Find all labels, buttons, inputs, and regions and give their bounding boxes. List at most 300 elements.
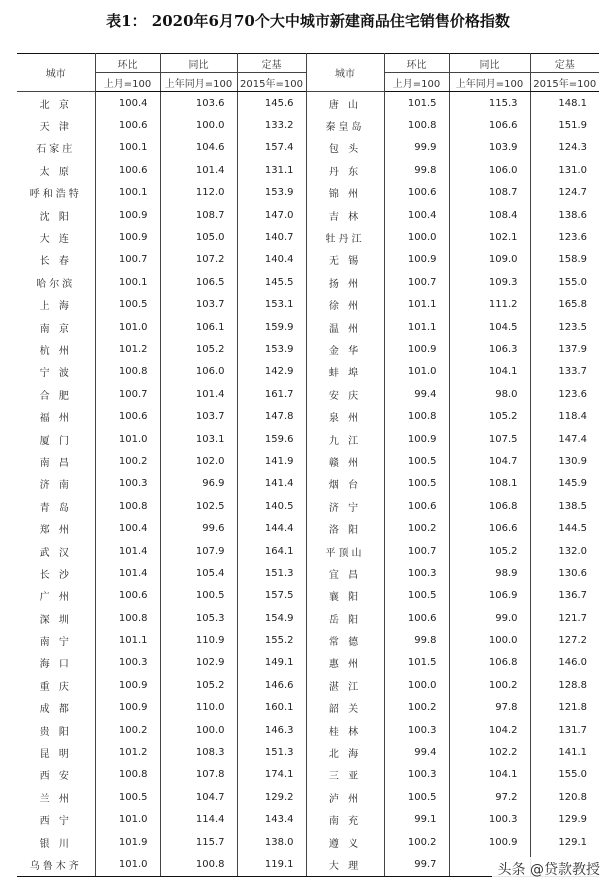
- left-yoy-cell: 107.9: [160, 540, 237, 562]
- table-row: [17, 159, 599, 181]
- right-yoy-cell: 103.9: [449, 137, 530, 159]
- table-row: [17, 294, 599, 316]
- right-yoy-cell: 106.9: [449, 585, 530, 607]
- left-city-cell: 石家庄: [17, 137, 95, 159]
- left-base-cell: 157.4: [237, 137, 306, 159]
- right-mom-cell: 100.5: [384, 786, 449, 808]
- left-city-cell: 上 海: [17, 294, 95, 316]
- table-row: [17, 428, 599, 450]
- table-row: [17, 629, 599, 651]
- right-yoy-cell: 105.2: [449, 405, 530, 427]
- right-mom-cell: 99.7: [384, 853, 449, 876]
- table-row: [17, 405, 599, 427]
- left-base-cell: 157.5: [237, 585, 306, 607]
- table-title: 表1： 2020年6月70个大中城市新建商品住宅销售价格指数: [106, 12, 510, 30]
- right-mom-cell: 100.0: [384, 226, 449, 248]
- table-row: [17, 226, 599, 248]
- table-row: [17, 271, 599, 293]
- right-yoy-cell: 107.5: [449, 428, 530, 450]
- right-mom-cell: 100.7: [384, 540, 449, 562]
- left-base-cell: 133.2: [237, 114, 306, 136]
- right-base-cell: 127.2: [558, 635, 587, 647]
- right-city-cell: 吉 林: [306, 204, 384, 226]
- right-mom-cell: 100.3: [384, 719, 449, 741]
- left-yoy-cell: 101.4: [160, 383, 237, 405]
- right-mom-cell: 99.8: [384, 629, 449, 651]
- right-base-cell: 155.0: [558, 769, 587, 781]
- left-yoy-cell: 110.0: [160, 697, 237, 719]
- table-row: [17, 786, 599, 808]
- left-city-cell: 厦 门: [17, 428, 95, 450]
- left-mom-cell: 100.7: [95, 249, 160, 271]
- left-mom-cell: 100.8: [95, 495, 160, 517]
- left-city-cell: 南 昌: [17, 450, 95, 472]
- table-row: [17, 361, 599, 383]
- right-mom-cell: 100.2: [384, 697, 449, 719]
- table-row: [17, 764, 599, 786]
- left-mom-cell: 100.3: [95, 473, 160, 495]
- right-base-cell: 151.9: [558, 120, 587, 132]
- right-base-cell: 138.6: [558, 209, 587, 221]
- right-mom-cell: 101.1: [384, 316, 449, 338]
- table-row: [17, 674, 599, 696]
- right-yoy-cell: 111.2: [449, 294, 530, 316]
- left-yoy-cell: 103.6: [160, 92, 237, 115]
- left-mom-cell: 100.6: [95, 405, 160, 427]
- left-base-cell: 131.1: [237, 159, 306, 181]
- right-yoy-cell: 100.2: [449, 674, 530, 696]
- right-base-cell: 120.8: [558, 791, 587, 803]
- right-city-cell: 包 头: [306, 137, 384, 159]
- table-row: [17, 607, 599, 629]
- right-yoy-cell: 102.2: [449, 741, 530, 763]
- right-base-cell: 129.9: [558, 814, 587, 826]
- left-city-cell: 福 州: [17, 405, 95, 427]
- right-yoy-cell: 100.9: [449, 831, 530, 853]
- left-city-cell: 长 沙: [17, 562, 95, 584]
- right-mom-cell: 100.8: [384, 405, 449, 427]
- right-yoy-cell: 100.3: [449, 809, 530, 831]
- left-base-cell: 147.8: [237, 405, 306, 427]
- left-yoy-cell: 103.1: [160, 428, 237, 450]
- right-mom-cell: 100.6: [384, 182, 449, 204]
- right-mom-cell: 100.0: [384, 674, 449, 696]
- left-base-cell: 174.1: [237, 764, 306, 786]
- right-yoy-cell: 115.3: [449, 92, 530, 115]
- yoy-subheader-left: 上年同月=100: [160, 73, 237, 92]
- base-subheader-right: 2015年=100: [530, 73, 599, 92]
- left-yoy-cell: 108.3: [160, 741, 237, 763]
- right-city-cell: 锦 州: [306, 182, 384, 204]
- left-mom-cell: 100.6: [95, 585, 160, 607]
- left-mom-cell: 101.0: [95, 853, 160, 876]
- left-mom-cell: 101.4: [95, 562, 160, 584]
- left-base-cell: 147.0: [237, 204, 306, 226]
- right-mom-cell: 100.5: [384, 450, 449, 472]
- right-city-cell: 洛 阳: [306, 517, 384, 539]
- left-base-cell: 138.0: [237, 831, 306, 853]
- left-mom-cell: 101.0: [95, 809, 160, 831]
- watermark: 头条 @贷款教授: [492, 857, 606, 881]
- table-row: [17, 383, 599, 405]
- right-city-cell: 北 海: [306, 741, 384, 763]
- left-city-cell: 杭 州: [17, 338, 95, 360]
- table-row: [17, 562, 599, 584]
- left-yoy-cell: 100.5: [160, 585, 237, 607]
- right-yoy-cell: 100.0: [449, 629, 530, 651]
- left-mom-cell: 100.6: [95, 114, 160, 136]
- left-mom-cell: 100.4: [95, 92, 160, 115]
- left-city-cell: 北 京: [17, 92, 95, 115]
- right-city-cell: 泉 州: [306, 405, 384, 427]
- table-row: [17, 182, 599, 204]
- left-city-cell: 合 肥: [17, 383, 95, 405]
- left-city-cell: 宁 波: [17, 361, 95, 383]
- left-mom-cell: 100.7: [95, 383, 160, 405]
- right-base-cell: 121.8: [558, 702, 587, 714]
- right-city-cell: 遵 义: [306, 831, 384, 853]
- right-yoy-cell: 105.2: [449, 540, 530, 562]
- left-city-cell: 青 岛: [17, 495, 95, 517]
- left-mom-cell: 100.6: [95, 159, 160, 181]
- left-yoy-cell: 110.9: [160, 629, 237, 651]
- left-mom-cell: 100.4: [95, 517, 160, 539]
- left-mom-cell: 100.8: [95, 764, 160, 786]
- right-base-cell: 146.0: [558, 657, 587, 669]
- left-mom-cell: 100.9: [95, 697, 160, 719]
- right-base-cell: 148.1: [558, 97, 587, 109]
- left-yoy-cell: 106.0: [160, 361, 237, 383]
- left-yoy-cell: 102.5: [160, 495, 237, 517]
- right-city-cell: 牡丹江: [306, 226, 384, 248]
- table-row: [17, 809, 599, 831]
- right-yoy-cell: 98.0: [449, 383, 530, 405]
- right-base-cell: 131.7: [558, 724, 587, 736]
- right-city-cell: 唐 山: [306, 92, 384, 115]
- right-yoy-cell: 104.2: [449, 719, 530, 741]
- left-yoy-cell: 114.4: [160, 809, 237, 831]
- right-mom-cell: 100.6: [384, 495, 449, 517]
- table-row: [17, 540, 599, 562]
- right-base-cell: 137.9: [558, 343, 587, 355]
- left-base-cell: 119.1: [237, 853, 306, 876]
- right-yoy-cell: 99.0: [449, 607, 530, 629]
- left-city-cell: 西 安: [17, 764, 95, 786]
- yoy-header-right: 同比: [449, 54, 530, 73]
- left-base-cell: 153.9: [237, 338, 306, 360]
- left-city-cell: 乌鲁木齐: [17, 853, 95, 876]
- left-base-cell: 146.6: [237, 674, 306, 696]
- left-mom-cell: 101.0: [95, 316, 160, 338]
- right-yoy-cell: 106.6: [449, 517, 530, 539]
- right-mom-cell: 101.1: [384, 294, 449, 316]
- table-row: [17, 652, 599, 674]
- left-yoy-cell: 104.6: [160, 137, 237, 159]
- right-yoy-cell: 109.3: [449, 271, 530, 293]
- right-mom-cell: 99.9: [384, 137, 449, 159]
- right-base-cell: 123.6: [558, 388, 587, 400]
- right-city-cell: 金 华: [306, 338, 384, 360]
- left-city-cell: 郑 州: [17, 517, 95, 539]
- right-base-cell: 158.9: [558, 254, 587, 266]
- left-base-cell: 161.7: [237, 383, 306, 405]
- mom-header-left: 环比: [95, 54, 160, 73]
- base-header-right: 定基: [530, 54, 599, 73]
- right-yoy-cell: 108.1: [449, 473, 530, 495]
- left-city-cell: 深 圳: [17, 607, 95, 629]
- left-mom-cell: 100.5: [95, 294, 160, 316]
- left-yoy-cell: 105.2: [160, 338, 237, 360]
- left-city-cell: 南 京: [17, 316, 95, 338]
- left-yoy-cell: 115.7: [160, 831, 237, 853]
- table-row: [17, 338, 599, 360]
- left-yoy-cell: 105.0: [160, 226, 237, 248]
- left-mom-cell: 101.2: [95, 338, 160, 360]
- right-yoy-cell: 106.0: [449, 159, 530, 181]
- left-base-cell: 144.4: [237, 517, 306, 539]
- left-yoy-cell: 99.6: [160, 517, 237, 539]
- right-yoy-cell: 109.0: [449, 249, 530, 271]
- left-yoy-cell: 103.7: [160, 405, 237, 427]
- left-yoy-cell: 105.2: [160, 674, 237, 696]
- right-base-cell: 118.4: [558, 411, 587, 423]
- left-base-cell: 129.2: [237, 786, 306, 808]
- left-base-cell: 141.9: [237, 450, 306, 472]
- left-city-cell: 海 口: [17, 652, 95, 674]
- right-mom-cell: 101.5: [384, 652, 449, 674]
- table-row: [17, 249, 599, 271]
- left-mom-cell: 101.4: [95, 540, 160, 562]
- left-base-cell: 142.9: [237, 361, 306, 383]
- left-mom-cell: 100.9: [95, 226, 160, 248]
- left-mom-cell: 100.9: [95, 674, 160, 696]
- right-yoy-cell: 106.8: [449, 495, 530, 517]
- left-city-cell: 长 春: [17, 249, 95, 271]
- right-city-cell: 惠 州: [306, 652, 384, 674]
- left-yoy-cell: 100.0: [160, 719, 237, 741]
- right-city-cell: 襄 阳: [306, 585, 384, 607]
- right-city-cell: 常 德: [306, 629, 384, 651]
- left-city-cell: 大 连: [17, 226, 95, 248]
- right-mom-cell: 99.1: [384, 809, 449, 831]
- right-mom-cell: 100.9: [384, 338, 449, 360]
- right-base-cell: 123.6: [558, 232, 587, 244]
- left-city-cell: 兰 州: [17, 786, 95, 808]
- right-yoy-cell: 97.2: [449, 786, 530, 808]
- right-base-cell: 123.5: [558, 321, 587, 333]
- right-city-cell: 宜 昌: [306, 562, 384, 584]
- right-mom-cell: 100.3: [384, 562, 449, 584]
- right-yoy-cell: 104.1: [449, 764, 530, 786]
- header-row-top: [17, 54, 599, 73]
- right-yoy-cell: 102.1: [449, 226, 530, 248]
- right-city-cell: 温 州: [306, 316, 384, 338]
- right-base-cell: 147.4: [558, 433, 587, 445]
- mom-header-right: 环比: [384, 54, 449, 73]
- right-base-cell: 165.8: [558, 299, 587, 311]
- right-yoy-cell: 106.8: [449, 652, 530, 674]
- left-base-cell: 151.3: [237, 741, 306, 763]
- left-city-cell: 呼和浩特: [17, 182, 95, 204]
- left-mom-cell: 101.2: [95, 741, 160, 763]
- left-yoy-cell: 107.8: [160, 764, 237, 786]
- left-mom-cell: 100.8: [95, 361, 160, 383]
- left-mom-cell: 100.9: [95, 204, 160, 226]
- left-mom-cell: 100.1: [95, 182, 160, 204]
- right-base-cell: 121.7: [558, 612, 587, 624]
- left-base-cell: 159.6: [237, 428, 306, 450]
- yoy-subheader-right: 上年同月=100: [449, 73, 530, 92]
- left-mom-cell: 100.1: [95, 137, 160, 159]
- table-row: [17, 316, 599, 338]
- right-yoy-cell: 106.3: [449, 338, 530, 360]
- right-mom-cell: 100.5: [384, 585, 449, 607]
- left-mom-cell: 101.9: [95, 831, 160, 853]
- left-yoy-cell: 105.3: [160, 607, 237, 629]
- table-row: [17, 831, 599, 853]
- left-base-cell: 145.6: [237, 92, 306, 115]
- right-city-cell: 赣 州: [306, 450, 384, 472]
- left-yoy-cell: 106.1: [160, 316, 237, 338]
- left-base-cell: 155.2: [237, 629, 306, 651]
- city-header-left: 城市: [17, 54, 95, 92]
- left-city-cell: 天 津: [17, 114, 95, 136]
- left-yoy-cell: 102.9: [160, 652, 237, 674]
- left-city-cell: 重 庆: [17, 674, 95, 696]
- right-city-cell: 岳 阳: [306, 607, 384, 629]
- left-yoy-cell: 96.9: [160, 473, 237, 495]
- right-city-cell: 大 理: [306, 853, 384, 876]
- left-base-cell: 164.1: [237, 540, 306, 562]
- left-yoy-cell: 100.8: [160, 853, 237, 876]
- left-yoy-cell: 103.7: [160, 294, 237, 316]
- base-subheader-left: 2015年=100: [237, 73, 306, 92]
- left-mom-cell: 101.0: [95, 428, 160, 450]
- right-base-cell: 130.6: [558, 567, 587, 579]
- left-yoy-cell: 100.0: [160, 114, 237, 136]
- left-mom-cell: 100.1: [95, 271, 160, 293]
- right-base-cell: 144.5: [558, 523, 587, 535]
- left-city-cell: 济 南: [17, 473, 95, 495]
- right-mom-cell: 100.5: [384, 473, 449, 495]
- left-city-cell: 成 都: [17, 697, 95, 719]
- right-base-cell: 132.0: [558, 545, 587, 557]
- right-yoy-cell: 98.9: [449, 562, 530, 584]
- left-city-cell: 昆 明: [17, 741, 95, 763]
- right-base-cell: 136.7: [558, 590, 587, 602]
- left-city-cell: 哈尔滨: [17, 271, 95, 293]
- right-city-cell: 湛 江: [306, 674, 384, 696]
- right-city-cell: 泸 州: [306, 786, 384, 808]
- left-city-cell: 南 宁: [17, 629, 95, 651]
- right-city-cell: 烟 台: [306, 473, 384, 495]
- left-base-cell: 149.1: [237, 652, 306, 674]
- right-mom-cell: 100.8: [384, 114, 449, 136]
- right-base-cell: 138.5: [558, 500, 587, 512]
- right-city-cell: 无 锡: [306, 249, 384, 271]
- table-row: [17, 473, 599, 495]
- left-base-cell: 153.9: [237, 182, 306, 204]
- right-yoy-cell: 108.4: [449, 204, 530, 226]
- table-row: [17, 204, 599, 226]
- left-yoy-cell: 104.7: [160, 786, 237, 808]
- table-row: [17, 450, 599, 472]
- mom-subheader-right: 上月=100: [384, 73, 449, 92]
- table-row: [17, 697, 599, 719]
- right-mom-cell: 100.6: [384, 607, 449, 629]
- price-index-table: [17, 53, 599, 877]
- right-base-cell: 130.9: [558, 455, 587, 467]
- right-mom-cell: 99.8: [384, 159, 449, 181]
- right-base-cell: 155.0: [558, 276, 587, 288]
- left-base-cell: 146.3: [237, 719, 306, 741]
- right-yoy-cell: 104.1: [449, 361, 530, 383]
- right-city-cell: 韶 关: [306, 697, 384, 719]
- right-base-cell: 141.1: [558, 747, 587, 759]
- right-city-cell: 丹 东: [306, 159, 384, 181]
- right-mom-cell: 100.2: [384, 517, 449, 539]
- right-city-cell: 徐 州: [306, 294, 384, 316]
- city-header-right: 城市: [306, 54, 384, 92]
- right-city-cell: 三 亚: [306, 764, 384, 786]
- left-mom-cell: 100.8: [95, 607, 160, 629]
- right-mom-cell: 99.4: [384, 741, 449, 763]
- left-mom-cell: 100.2: [95, 450, 160, 472]
- left-base-cell: 153.1: [237, 294, 306, 316]
- left-base-cell: 145.5: [237, 271, 306, 293]
- left-yoy-cell: 101.4: [160, 159, 237, 181]
- right-mom-cell: 101.5: [384, 92, 449, 115]
- right-base-cell: 133.7: [558, 366, 587, 378]
- left-yoy-cell: 102.0: [160, 450, 237, 472]
- right-mom-cell: 100.7: [384, 271, 449, 293]
- left-mom-cell: 101.1: [95, 629, 160, 651]
- left-yoy-cell: 106.5: [160, 271, 237, 293]
- right-yoy-cell: 104.7: [449, 450, 530, 472]
- table-row: [17, 92, 599, 115]
- table-row: [17, 137, 599, 159]
- left-city-cell: 太 原: [17, 159, 95, 181]
- left-mom-cell: 100.3: [95, 652, 160, 674]
- left-base-cell: 143.4: [237, 809, 306, 831]
- right-city-cell: 蚌 埠: [306, 361, 384, 383]
- right-yoy-cell: 104.5: [449, 316, 530, 338]
- table-row: [17, 585, 599, 607]
- left-yoy-cell: 112.0: [160, 182, 237, 204]
- right-city-cell: 济 宁: [306, 495, 384, 517]
- right-base-cell: 145.9: [558, 478, 587, 490]
- right-base-cell: 124.3: [558, 142, 587, 154]
- table-row: [17, 495, 599, 517]
- table-row: [17, 741, 599, 763]
- right-city-cell: 安 庆: [306, 383, 384, 405]
- right-yoy-cell: 108.7: [449, 182, 530, 204]
- right-city-cell: 秦皇岛: [306, 114, 384, 136]
- right-mom-cell: 101.0: [384, 361, 449, 383]
- left-city-cell: 贵 阳: [17, 719, 95, 741]
- right-mom-cell: 100.2: [384, 831, 449, 853]
- right-base-cell: 128.8: [558, 679, 587, 691]
- table-row: [17, 719, 599, 741]
- right-city-cell: 平顶山: [306, 540, 384, 562]
- left-city-cell: 银 川: [17, 831, 95, 853]
- left-city-cell: 广 州: [17, 585, 95, 607]
- left-city-cell: 西 宁: [17, 809, 95, 831]
- base-header-left: 定基: [237, 54, 306, 73]
- left-mom-cell: 100.2: [95, 719, 160, 741]
- left-base-cell: 159.9: [237, 316, 306, 338]
- left-yoy-cell: 108.7: [160, 204, 237, 226]
